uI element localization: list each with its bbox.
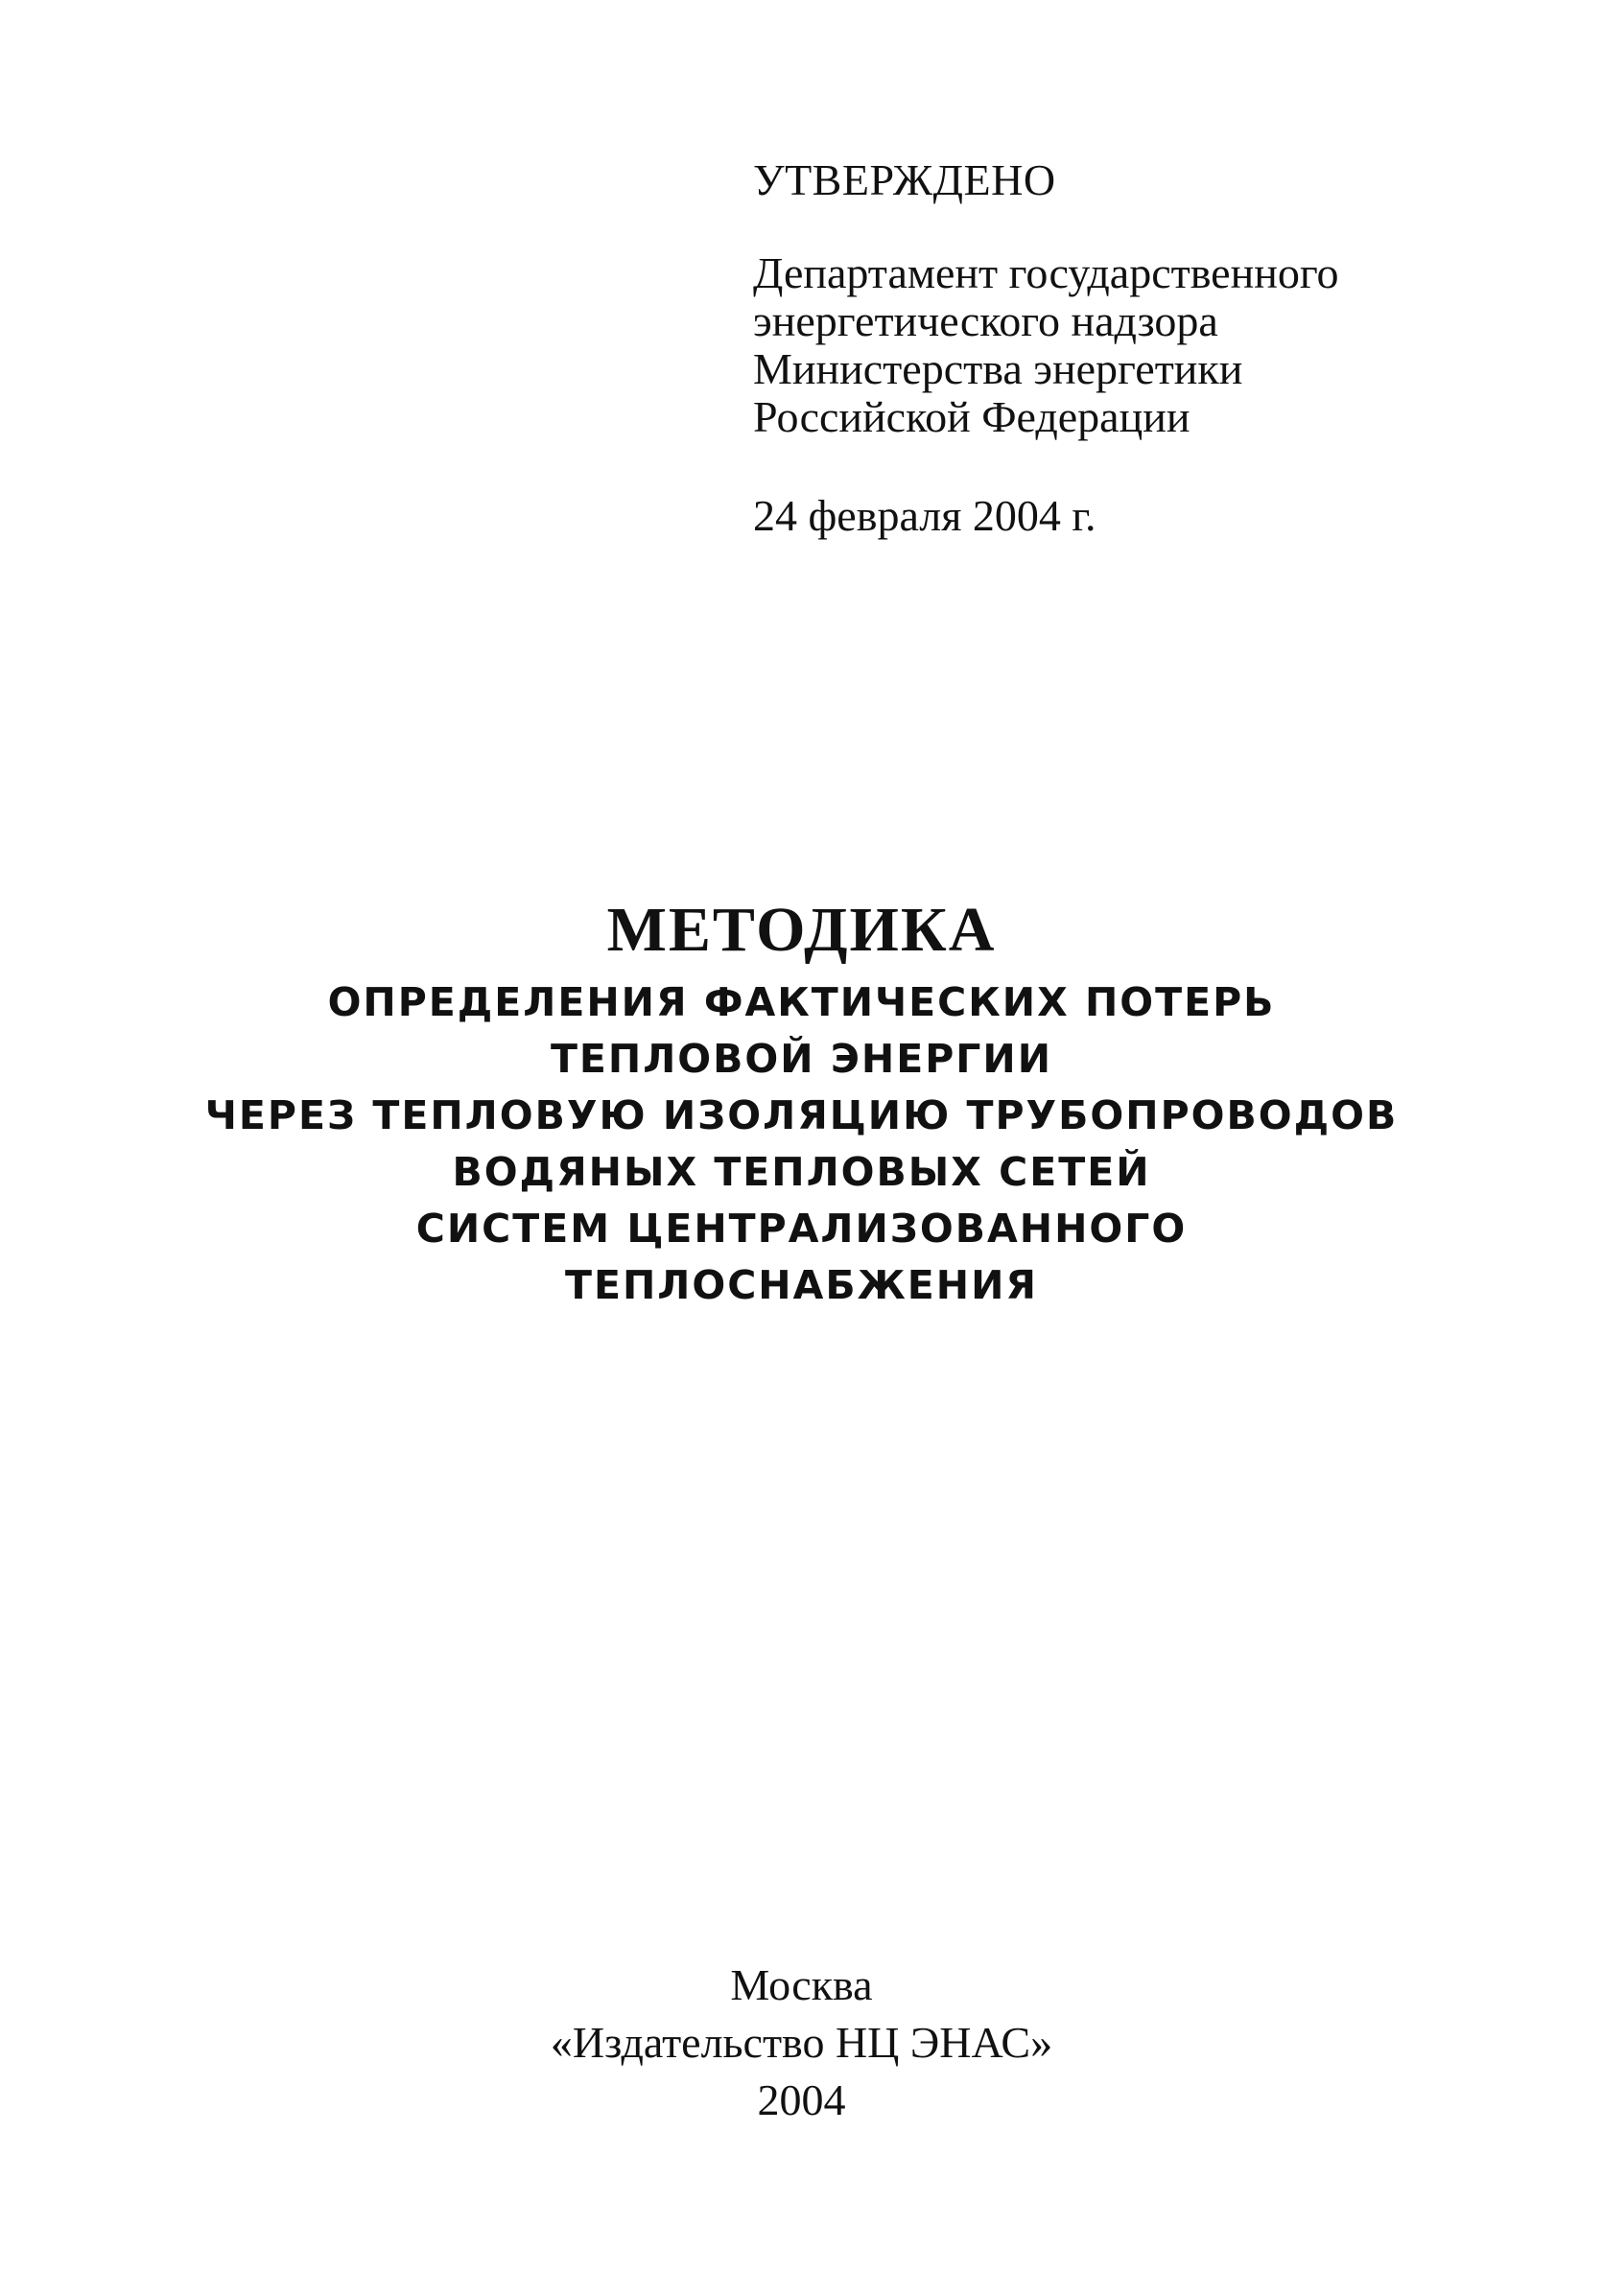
imprint-block: [0, 1956, 1603, 2129]
approval-heading: УТВЕРЖДЕНО: [753, 155, 1056, 204]
imprint-city: Москва: [730, 1960, 873, 2009]
imprint-year: 2004: [757, 2075, 846, 2124]
subtitle-line: ТЕПЛОСНАБЖЕНИЯ: [565, 1262, 1038, 1308]
subtitle-line: ВОДЯНЫХ ТЕПЛОВЫХ СЕТЕЙ: [452, 1149, 1151, 1195]
authority-line: Департамент государственного: [753, 248, 1339, 297]
subtitle-line: СИСТЕМ ЦЕНТРАЛИЗОВАННОГО: [415, 1206, 1188, 1252]
authority-line: Министерства энергетики: [753, 344, 1243, 393]
subtitle-line: ОПРЕДЕЛЕНИЯ ФАКТИЧЕСКИХ ПОТЕРЬ: [327, 979, 1276, 1025]
authority-line: Российской Федерации: [753, 392, 1190, 441]
document-title-block: [0, 890, 1603, 1314]
approval-block: [753, 153, 1520, 543]
main-title: МЕТОДИКА: [606, 895, 997, 965]
approval-date: 24 февраля 2004 г.: [753, 491, 1096, 540]
authority-line: энергетического надзора: [753, 296, 1218, 345]
subtitle: [0, 974, 1603, 1314]
subtitle-line: ЧЕРЕЗ ТЕПЛОВУЮ ИЗОЛЯЦИЮ ТРУБОПРОВОДОВ: [204, 1092, 1399, 1138]
imprint-publisher: «Издательство НЦ ЭНАС»: [550, 2018, 1053, 2067]
subtitle-line: ТЕПЛОВОЙ ЭНЕРГИИ: [550, 1036, 1053, 1082]
approving-authority: [753, 249, 1520, 441]
